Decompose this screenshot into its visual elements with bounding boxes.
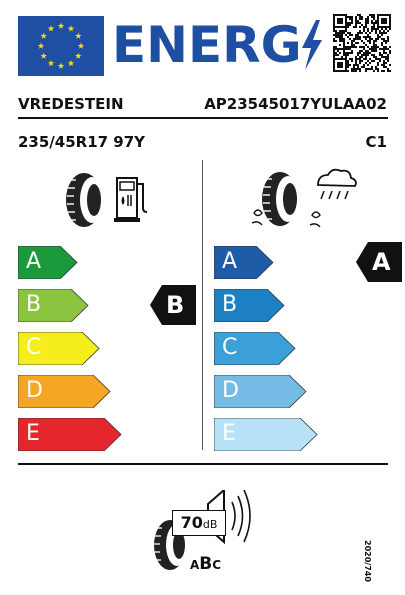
fuel-rating-label: B bbox=[166, 291, 185, 319]
wet-rating-indicator bbox=[356, 242, 402, 286]
class-letter: D bbox=[222, 378, 239, 403]
eu-flag bbox=[18, 16, 104, 76]
noise-class-letters bbox=[190, 554, 221, 574]
fuel-rating-indicator bbox=[150, 285, 196, 329]
wet-rating-label: A bbox=[372, 248, 391, 276]
qr-code-icon bbox=[333, 14, 391, 72]
class-letter: A bbox=[26, 249, 42, 274]
tyre-size: 235/45R17 97Y bbox=[18, 133, 146, 151]
wet-grip-class-e-arrow bbox=[214, 418, 318, 451]
wet-grip-class-d-arrow bbox=[214, 375, 307, 408]
class-letter: B bbox=[222, 292, 238, 317]
fuel-pump-icon bbox=[62, 170, 152, 234]
tyre-class: C1 bbox=[365, 133, 387, 151]
wet-grip-class-b-arrow bbox=[214, 289, 285, 322]
eu-star-icon bbox=[48, 25, 54, 31]
eu-star-icon bbox=[78, 43, 84, 49]
eu-star-icon bbox=[40, 53, 46, 59]
lightning-icon bbox=[298, 20, 324, 74]
eu-star-icon bbox=[58, 63, 64, 69]
brand-name: VREDESTEIN bbox=[18, 95, 124, 113]
class-letter: D bbox=[26, 378, 43, 403]
eu-star-icon bbox=[40, 33, 46, 39]
fuel-class-d-arrow bbox=[18, 375, 111, 408]
noise-value-box bbox=[172, 510, 226, 536]
energy-title: ENERG bbox=[112, 16, 302, 74]
divider-bottom bbox=[18, 463, 388, 465]
article-code: AP23545017YULAA02 bbox=[204, 95, 387, 113]
class-letter: C bbox=[222, 335, 238, 360]
regulation-number: 2020/740 bbox=[363, 540, 372, 582]
noise-class-b: B bbox=[199, 554, 213, 574]
divider-top bbox=[18, 117, 388, 119]
eu-star-icon bbox=[75, 53, 81, 59]
rain-cloud-icon bbox=[248, 165, 358, 234]
eu-star-icon bbox=[38, 43, 44, 49]
eu-star-icon bbox=[68, 25, 74, 31]
eu-stars-icon bbox=[18, 16, 104, 76]
noise-unit: dB bbox=[202, 518, 218, 531]
fuel-class-a-arrow bbox=[18, 246, 78, 279]
fuel-class-c-arrow bbox=[18, 332, 100, 365]
noise-value: 70 bbox=[180, 513, 203, 532]
fuel-class-e-arrow bbox=[18, 418, 122, 451]
class-letter: B bbox=[26, 292, 42, 317]
class-letter: E bbox=[222, 421, 236, 446]
fuel-class-b-arrow bbox=[18, 289, 89, 322]
class-letter: E bbox=[26, 421, 40, 446]
eu-star-icon bbox=[58, 23, 64, 29]
column-divider bbox=[202, 160, 203, 450]
wet-grip-class-a-arrow bbox=[214, 246, 274, 279]
eu-star-icon bbox=[48, 60, 54, 66]
eu-star-icon bbox=[75, 33, 81, 39]
class-letter: C bbox=[26, 335, 42, 360]
noise-class-c: C bbox=[212, 558, 222, 572]
class-letter: A bbox=[222, 249, 238, 274]
wet-grip-class-c-arrow bbox=[214, 332, 296, 365]
eu-star-icon bbox=[68, 60, 74, 66]
noise-class-a: A bbox=[190, 558, 200, 572]
